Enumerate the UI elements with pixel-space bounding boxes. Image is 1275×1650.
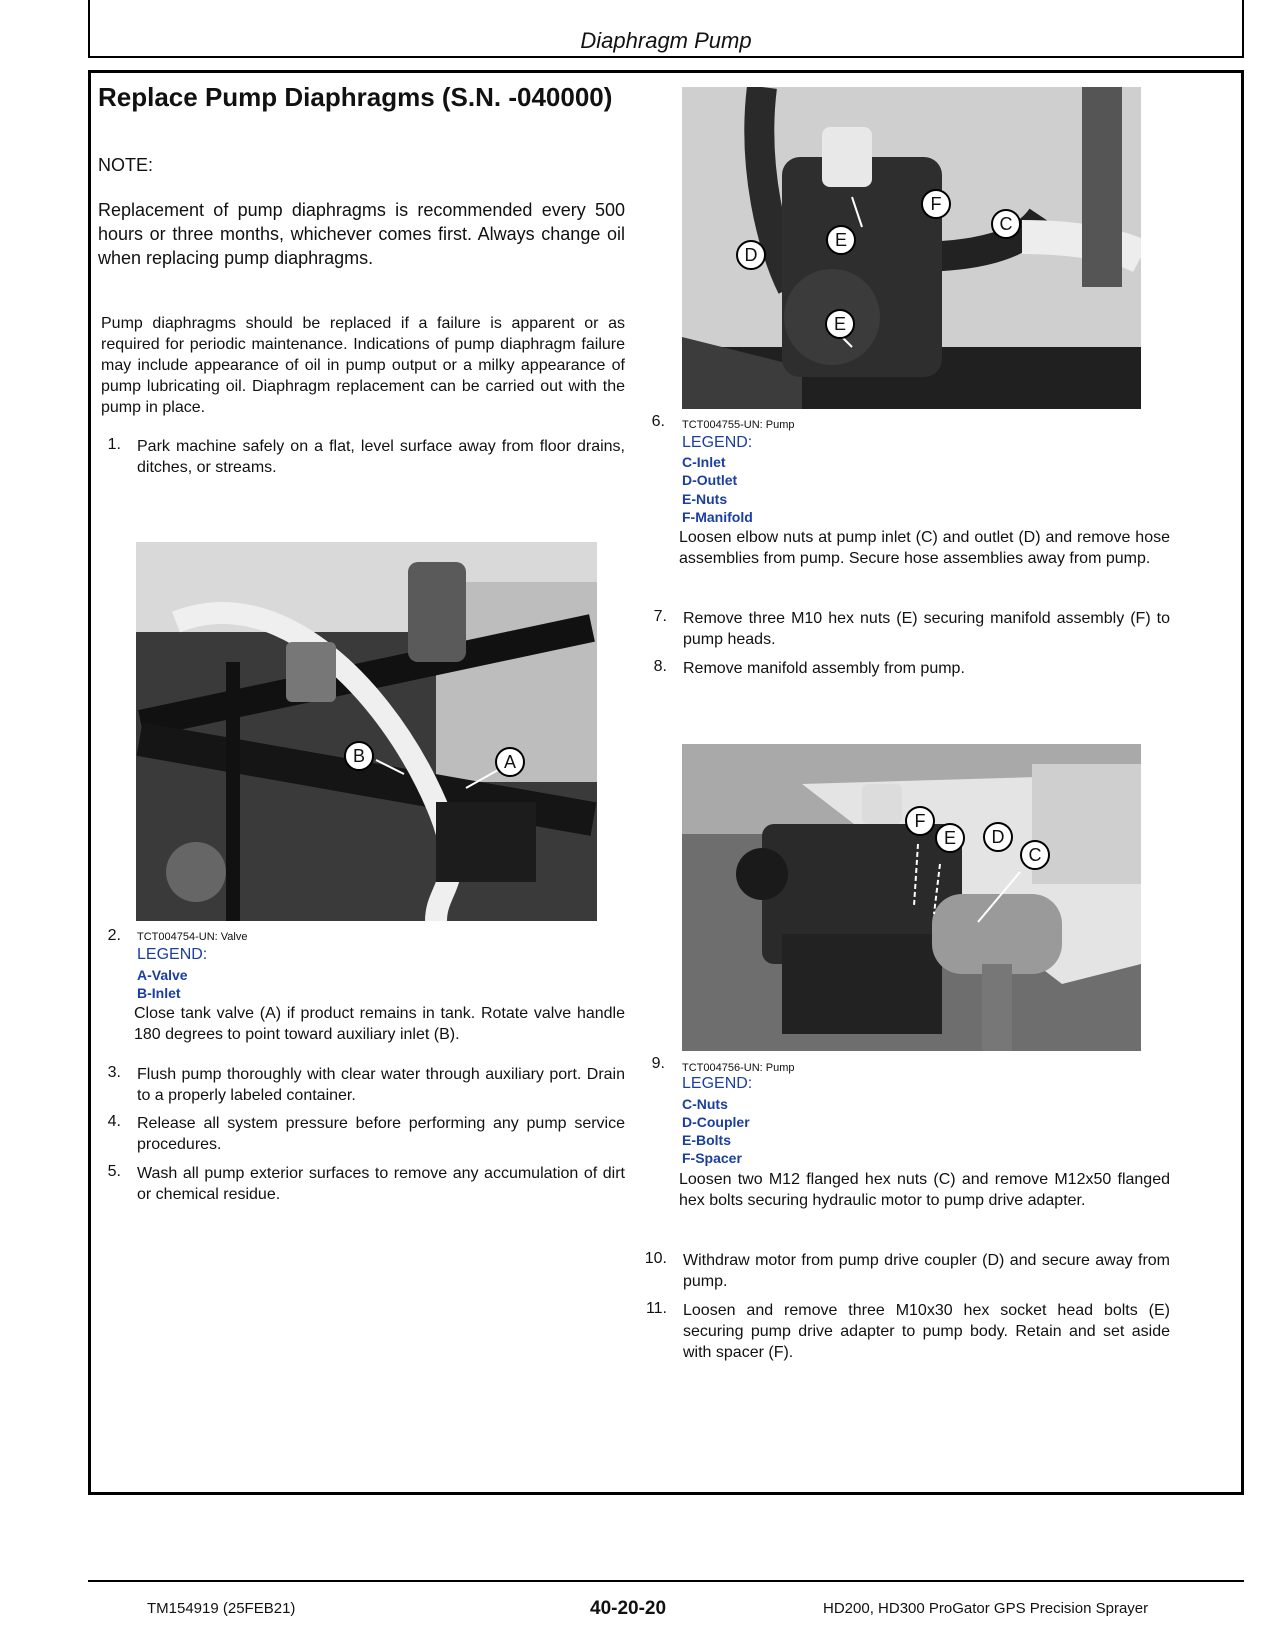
page-title: Replace Pump Diaphragms (S.N. -040000) [98,82,613,112]
footer-page-number: 40-20-20 [590,1598,667,1619]
step-text: Loosen elbow nuts at pump inlet (C) and outlet (D) and remove hose assemblies from pump. Secure hose assemblies away from pump. [679,529,1170,567]
legend-item: D-Outlet [682,472,738,488]
valve-photo [136,542,597,921]
step-text: Release all system pressure before performing any pump service procedures. [137,1115,625,1153]
step-number: 2. [107,927,121,944]
page-header [88,0,1244,58]
callout-c: C [991,209,1021,239]
legend-item: D-Coupler [682,1114,750,1130]
callout-d: D [983,822,1013,852]
header-title: Diaphragm Pump [580,28,752,53]
step-text: Wash all pump exterior surfaces to remove any accumulation of dirt or chemical residue. [137,1165,625,1203]
legend-title: LEGEND: [682,434,753,451]
pump-photo-2 [682,744,1141,1051]
step-number: 1. [107,436,121,453]
step-number: 8. [653,658,667,675]
footer-product-name: HD200, HD300 ProGator GPS Precision Sprayer [823,1600,1149,1617]
step-text: Park machine safely on a flat, level surface away from floor drains, ditches, or streams. [137,438,625,476]
step-number: 10. [644,1250,667,1267]
legend-item: E-Nuts [682,491,728,507]
legend-item: F-Manifold [682,509,753,525]
legend-item: C-Nuts [682,1096,728,1112]
figure-caption: TCT004755-UN: Pump [682,419,795,431]
step-text: Remove three M10 hex nuts (E) securing manifold assembly (F) to pump heads. [683,610,1170,648]
callout-e: E [825,309,855,339]
note-label: NOTE: [98,155,154,175]
footer-rule [88,1580,1244,1582]
step-number: 6. [651,413,665,430]
callout-c: C [1020,840,1050,870]
callout-a: A [495,747,525,777]
step-text: Withdraw motor from pump drive coupler (D) and secure away from pump. [683,1252,1170,1290]
callout-b: B [344,741,374,771]
step-number: 3. [107,1064,121,1081]
step-number: 4. [107,1113,121,1130]
figure-caption: TCT004754-UN: Valve [137,931,248,943]
legend-title: LEGEND: [137,946,208,963]
legend-item: A-Valve [137,967,188,983]
step-text: Remove manifold assembly from pump. [683,660,965,677]
legend-title: LEGEND: [682,1075,753,1092]
legend-item: B-Inlet [137,985,181,1001]
step-text: Loosen two M12 flanged hex nuts (C) and remove M12x50 flanged hex bolts securing hydraulic motor to pump drive adapter. [679,1171,1170,1209]
legend-item: C-Inlet [682,454,726,470]
callout-e: E [935,823,965,853]
step-number: 5. [107,1163,121,1180]
step-text: Close tank valve (A) if product remains in tank. Rotate valve handle 180 degrees to point toward auxiliary inlet (B). [134,1005,625,1043]
step-number: 7. [653,608,667,625]
step-text: Loosen and remove three M10x30 hex socket head bolts (E) securing pump drive adapter to pump body. Retain and set aside with spacer (F). [683,1302,1170,1361]
step-number: 9. [651,1055,665,1072]
step-number: 11. [645,1300,667,1317]
legend-item: E-Bolts [682,1132,731,1148]
figure-caption: TCT004756-UN: Pump [682,1062,795,1074]
note-text: Replacement of pump diaphragms is recommended every 500 hours or three months, whichever comes first. Always change oil when replacing pump diaphragms. [98,200,625,268]
intro-text: Pump diaphragms should be replaced if a failure is apparent or as required for periodic maintenance. Indications of pump diaphragm failure may include appearance of oil in pump output or a milky appearance of pump lubricating oil. Diaphragm replacement can be carried out with the pump in place. [101,315,625,416]
callout-e: E [826,225,856,255]
callout-f: F [905,806,935,836]
legend-item: F-Spacer [682,1150,742,1166]
step-text: Flush pump thoroughly with clear water through auxiliary port. Drain to a properly labeled container. [137,1066,625,1104]
footer-manual-id: TM154919 (25FEB21) [147,1600,296,1617]
callout-d: D [736,240,766,270]
callout-f: F [921,189,951,219]
